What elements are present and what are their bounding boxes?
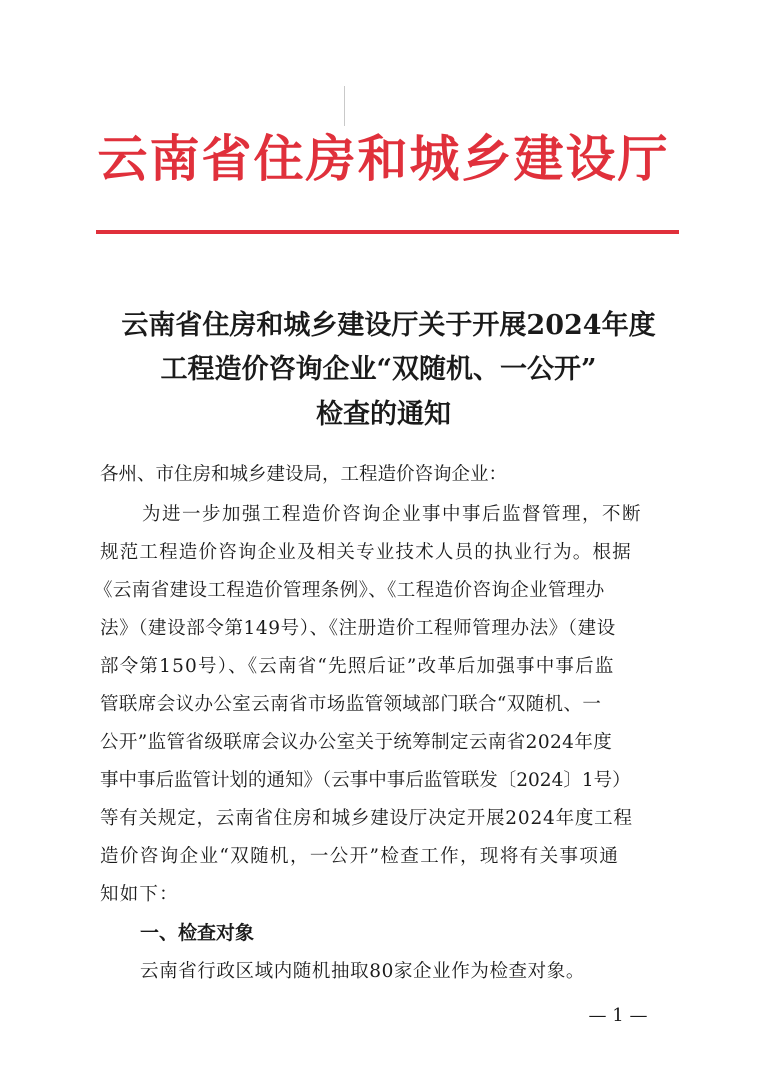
body-line: 《云南省建设工程造价管理条例》、《工程造价咨询企业管理办 bbox=[94, 580, 605, 601]
section-body-line: 云南省行政区域内随机抽取80家企业作为检查对象。 bbox=[140, 961, 585, 982]
fold-mark bbox=[344, 86, 345, 126]
document-title-line-1: 云南省住房和城乡建设厅关于开展2024年度 bbox=[121, 310, 656, 341]
body-line: 公开”监管省级联席会议办公室关于统筹制定云南省2024年度 bbox=[100, 732, 613, 753]
body-line: 管联席会议办公室云南省市场监管领域部门联合“双随机、一 bbox=[100, 694, 602, 715]
body-line: 部令第150号）、《云南省“先照后证”改革后加强事中事后监 bbox=[100, 656, 615, 677]
letterhead-red-rule bbox=[96, 230, 679, 234]
body-line: 造价咨询企业“双随机，一公开”检查工作，现将有关事项通 bbox=[100, 846, 620, 867]
document-title-line-2: 工程造价咨询企业“双随机、一公开” bbox=[160, 354, 597, 385]
body-line: 法》（建设部令第149号）、《注册造价工程师管理办法》（建设 bbox=[100, 618, 616, 639]
body-line: 事中事后监管计划的通知》（云事中事后监管联发〔2024〕1号） bbox=[100, 770, 631, 791]
body-line: 等有关规定，云南省住房和城乡建设厅决定开展2024年度工程 bbox=[100, 808, 633, 829]
body-line: 为进一步加强工程造价咨询企业事中事后监督管理，不断 bbox=[142, 504, 643, 525]
page-number: — 1 — bbox=[588, 1005, 648, 1026]
body-line: 知如下： bbox=[100, 884, 179, 905]
letterhead-title: 云南省住房和城乡建设厅 bbox=[97, 130, 670, 188]
body-line: 规范工程造价咨询企业及相关专业技术人员的执业行为。根据 bbox=[100, 542, 632, 563]
salutation: 各州、市住房和城乡建设局，工程造价咨询企业： bbox=[100, 464, 508, 485]
section-heading: 一、检查对象 bbox=[140, 922, 255, 944]
document-title-line-3: 检查的通知 bbox=[316, 399, 451, 430]
